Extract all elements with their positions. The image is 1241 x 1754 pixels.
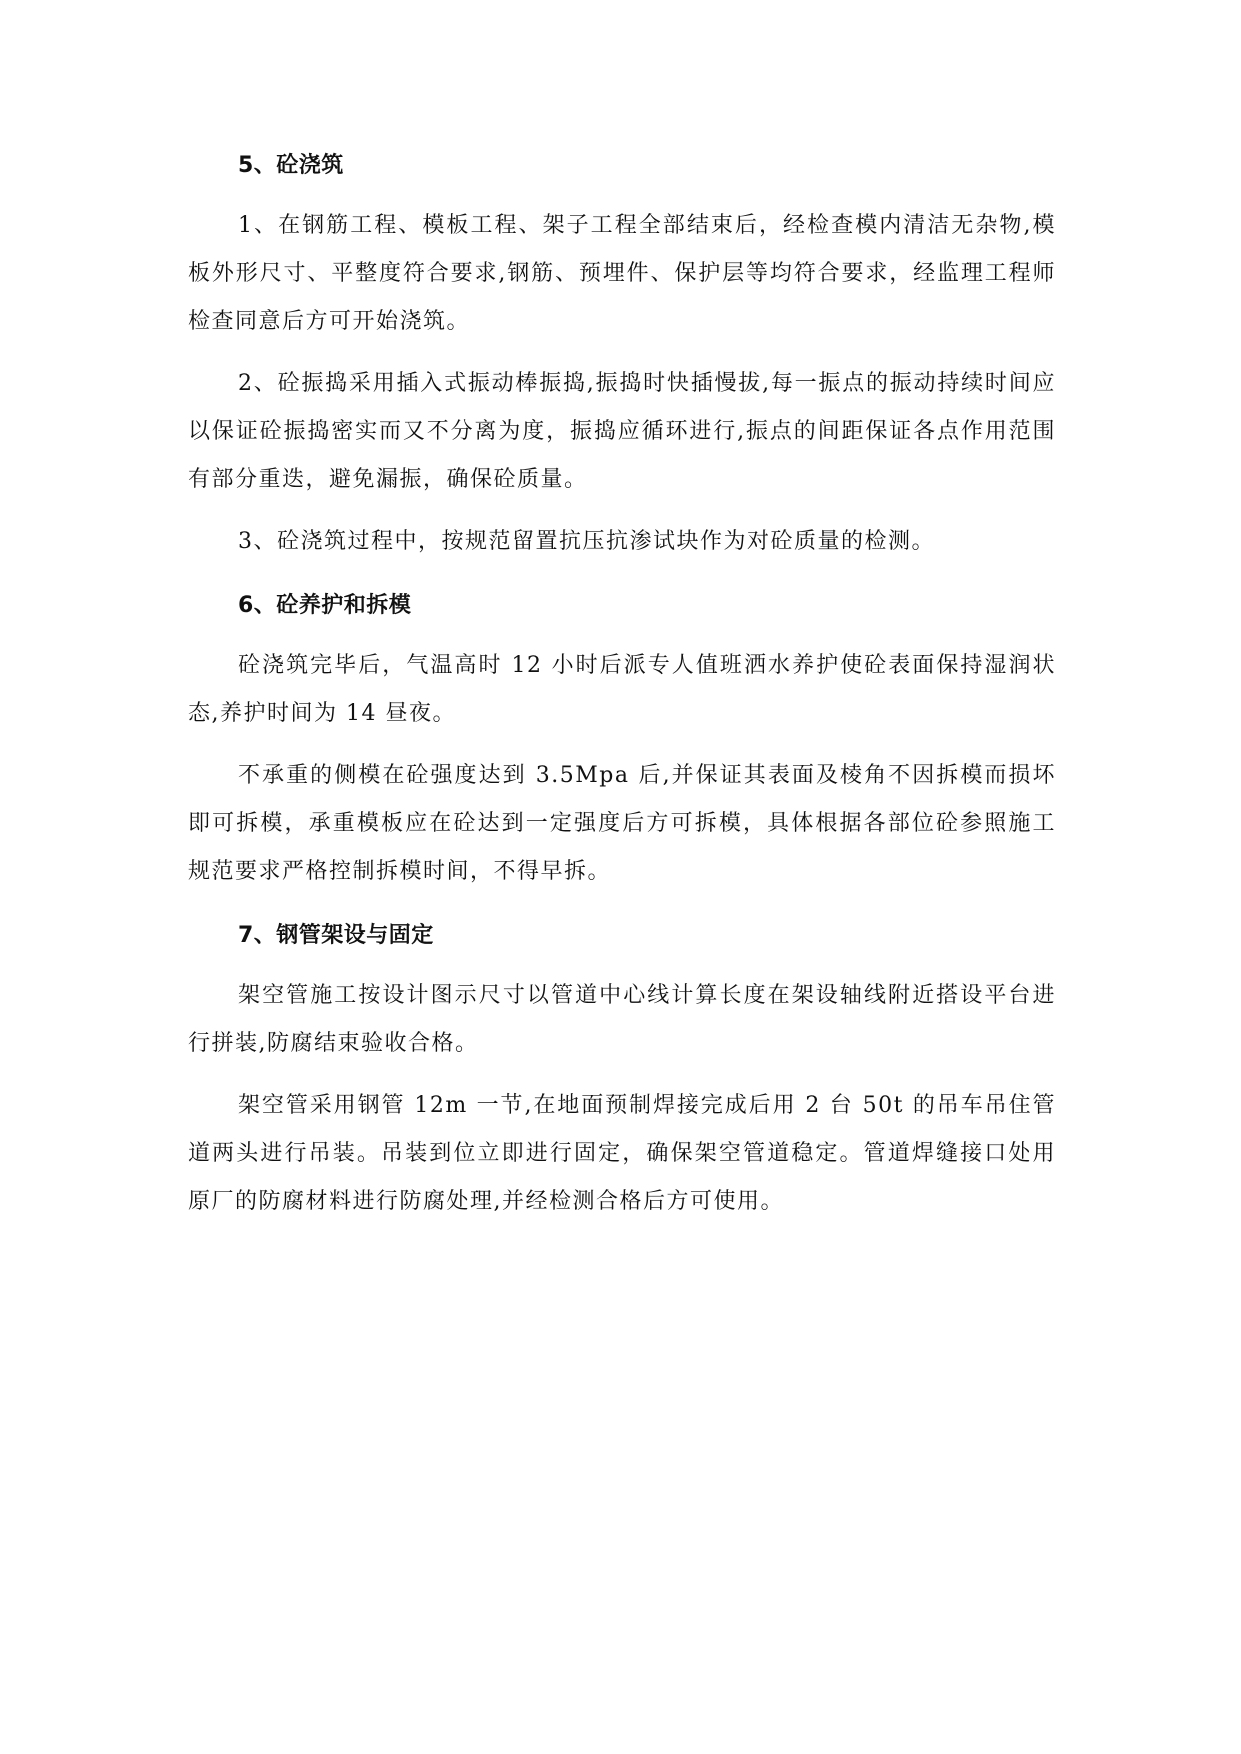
- section-7-heading: 7、钢管架设与固定: [238, 923, 434, 948]
- section-5-paragraph-1: 1、在钢筋工程、模板工程、架子工程全部结束后，经检查模内清洁无杂物,模板外形尺寸、平整度符合要求,钢筋、预埋件、保护层等均符合要求，经监理工程师检查同意后方可开始浇筑。: [188, 213, 1056, 334]
- document-body: [188, 140, 1056, 1226]
- section-6-paragraph-2: 不承重的侧模在砼强度达到 3.5Mpa 后,并保证其表面及棱角不因拆模而损坏即可拆模，承重模板应在砼达到一定强度后方可拆模，具体根据各部位砼参照施工规范要求严格控制拆模时间，不得早拆。: [188, 763, 1056, 884]
- section-6-heading: 6、砼养护和拆模: [238, 593, 412, 618]
- section-5-paragraph-3: 3、砼浇筑过程中，按规范留置抗压抗渗试块作为对砼质量的检测。: [238, 529, 935, 554]
- section-6-paragraph-1: 砼浇筑完毕后，气温高时 12 小时后派专人值班洒水养护使砼表面保持湿润状态,养护时间为 14 昼夜。: [188, 653, 1056, 726]
- section-7-paragraph-2: 架空管采用钢管 12m 一节,在地面预制焊接完成后用 2 台 50t 的吊车吊住管道两头进行吊装。吊装到位立即进行固定，确保架空管道稳定。管道焊缝接口处用原厂的防腐材料进行防腐处理,并经检测合格后方可使用。: [188, 1093, 1056, 1214]
- section-5-paragraph-2: 2、砼振捣采用插入式振动棒振捣,振捣时快插慢拔,每一振点的振动持续时间应以保证砼振捣密实而又不分离为度，振捣应循环进行,振点的间距保证各点作用范围有部分重迭，避免漏振，确保砼质量。: [188, 371, 1056, 492]
- section-7-paragraph-1: 架空管施工按设计图示尺寸以管道中心线计算长度在架设轴线附近搭设平台进行拼装,防腐结束验收合格。: [188, 983, 1056, 1056]
- section-5-heading: 5、砼浇筑: [238, 153, 344, 178]
